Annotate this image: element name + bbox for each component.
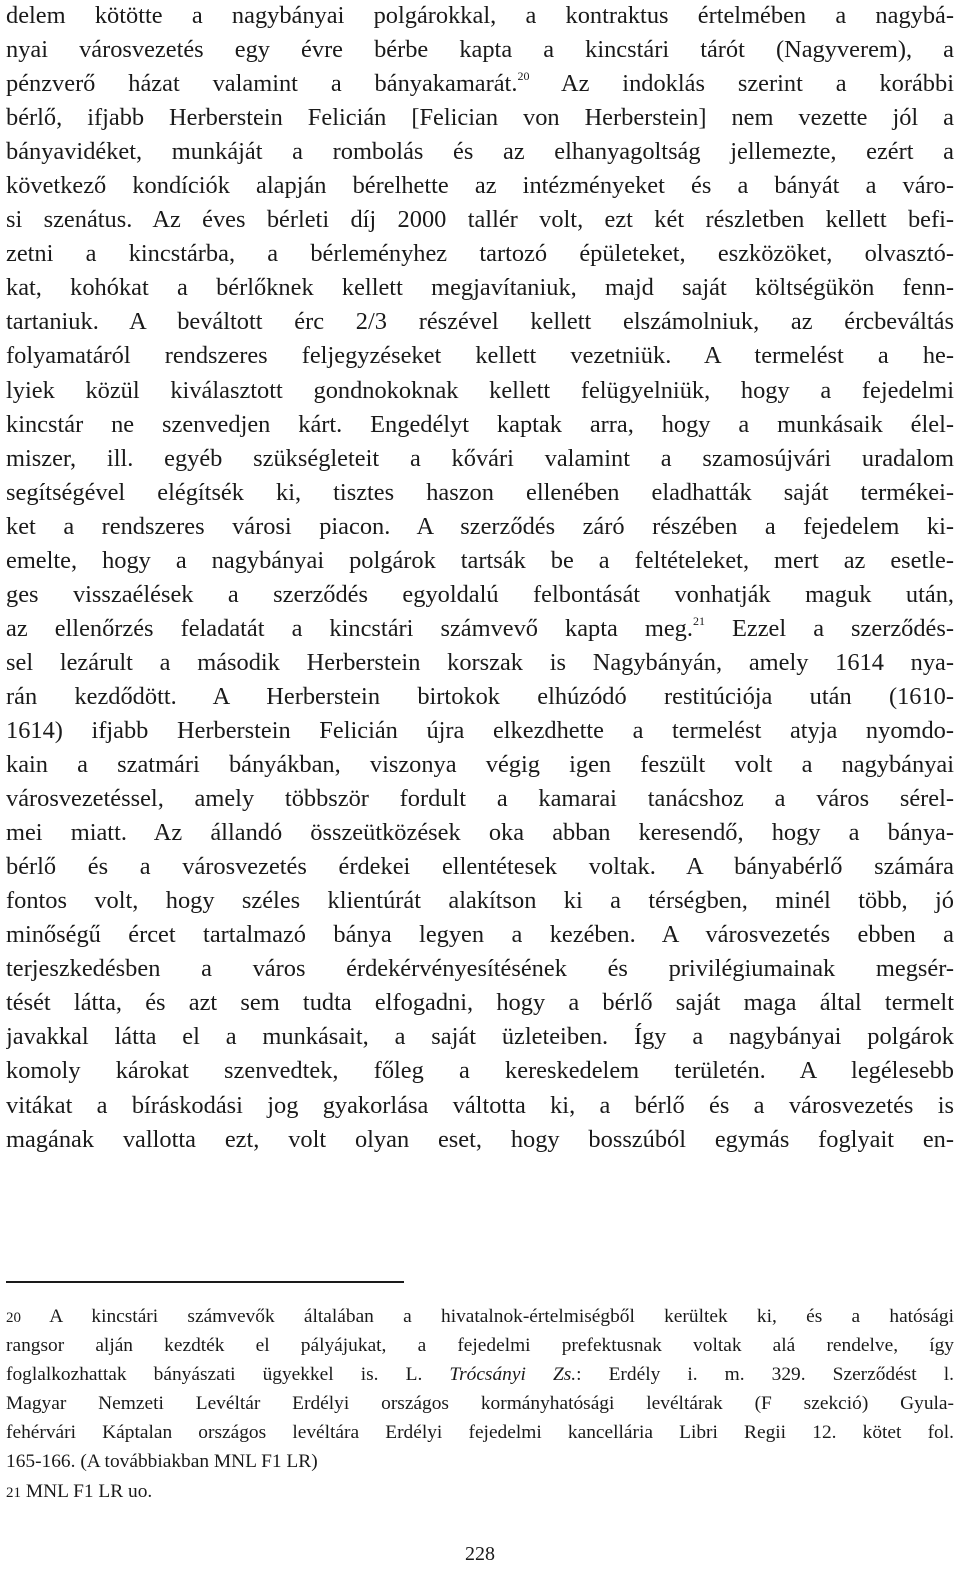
text-line: bérlő, ifjabb Herberstein Felicián [Felician von Herberstein] nem vezette jól a [6, 104, 954, 132]
text-line [6, 67, 954, 101]
text-line: kincstár ne szenvedjen kárt. Engedélyt kaptak arra, hogy a munkásaik élel- [6, 410, 954, 438]
text-line: rán kezdődött. A Herberstein birtokok elhúzódó restitúciója után (1610- [6, 682, 954, 710]
text-line: terjeszkedésben a város érdekérvényesítésének és privilégiumainak megsér- [6, 955, 954, 983]
text-line: városvezetéssel, amely többször fordult a kamarai tanácshoz a város sérel- [6, 785, 954, 813]
footnote-20-line [6, 1302, 954, 1331]
author-name: Trócsányi Zs. [449, 1364, 577, 1386]
text-line: folyamatáról rendszeres feljegyzéseket kellett vezetniük. A termelést a he- [6, 342, 954, 370]
text-line: komoly károkat szenvedtek, főleg a kereskedelem területén. A legélesebb [6, 1057, 954, 1085]
text-segment: : Erdély i. m. 329. Szerződést l. [576, 1364, 954, 1386]
text-line: zetni a kincstárba, a bérleményhez tartozó épületeket, eszközöket, olvasztó- [6, 240, 954, 268]
text-line: 1614) ifjabb Herberstein Felicián újra elkezdhette a termelést atyja nyomdo- [6, 716, 954, 744]
text-line: bérlő és a városvezetés érdekei ellentétesek voltak. A bányabérlő számára [6, 853, 954, 881]
text-line: lyiek közül kiválasztott gondnokoknak kellett felügyelniük, hogy a fejedelmi [6, 376, 954, 404]
text-line: emelte, hogy a nagybányai polgárok tartsák be a feltételeket, mert az esetle- [6, 546, 954, 574]
footnotes [6, 1302, 954, 1506]
text-line: minőségű ércet tartalmazó bánya legyen a kezében. A városvezetés ebben a [6, 921, 954, 949]
footnote-number-20: 20 [6, 1310, 21, 1326]
text-line: sel lezárult a második Herberstein korszak is Nagybányán, amely 1614 nya- [6, 648, 954, 676]
text-line [6, 612, 954, 646]
text-segment: az ellenőrzés feladatát a kincstári számvevő kapta meg. [6, 614, 693, 642]
footnote-20-line: 165-166. (A továbbiakban MNL F1 LR) [6, 1451, 318, 1473]
text-segment: Ezzel a szerződés- [704, 614, 954, 642]
text-line: si szenátus. Az éves bérleti díj 2000 tallér volt, ezt két részletben kellett befi- [6, 206, 954, 234]
text-line: bányavidéket, munkáját a rombolás és az elhanyagoltság jellemezte, ezért a [6, 138, 954, 166]
text-segment: A kincstári számvevők általában a hivatalnok-értelmiségből kerültek ki, és a hatósági [21, 1306, 954, 1327]
text-line: mei miatt. Az állandó összeütközések oka abban keresendő, hogy a bánya- [6, 819, 954, 847]
footnote-21-line [6, 1477, 954, 1506]
text-line: ket a rendszeres városi piacon. A szerződés záró részében a fejedelem ki- [6, 512, 954, 540]
text-line: miszer, ill. egyéb szükségleteit a kővári valamint a szamosújvári uradalom [6, 444, 954, 472]
footnote-20-line: fehérvári Káptalan országos levéltára Erdélyi fejedelmi kancellária Libri Regii 12. kötet fol. [6, 1422, 954, 1444]
text-line: nyai városvezetés egy évre bérbe kapta a kincstári tárót (Nagyverem), a [6, 36, 954, 64]
text-line: segítségével elégítsék ki, tisztes haszon ellenében eladhatták saját termékei- [6, 478, 954, 506]
text-line: ges visszaélések a szerződés egyoldalú felbontását vonhatják maguk után, [6, 580, 954, 608]
text-segment: pénzverő házat valamint a bányakamarát. [6, 70, 518, 98]
footnote-20-line: rangsor alján kezdték el pályájukat, a fejedelmi prefektusnak voltak alá rendelve, így [6, 1335, 954, 1357]
page-number: 228 [465, 1543, 495, 1565]
text-segment: Az indoklás szerint a korábbi [529, 70, 954, 98]
main-text [6, 0, 954, 1157]
text-line: következő kondíciók alapján bérelhette az intézményeket és a bányát a váro- [6, 172, 954, 200]
footnote-20-line [6, 1360, 954, 1389]
text-line: magának vallotta ezt, volt olyan eset, hogy bosszúból egymás foglyait en- [6, 1125, 954, 1153]
text-segment: foglalkozhattak bányászati ügyekkel is. L. [6, 1364, 450, 1386]
footnote-ref-21[interactable]: 21 [692, 613, 705, 628]
text-segment: MNL F1 LR uo. [21, 1480, 153, 1502]
text-line: javakkal látta el a munkásait, a saját üzleteiben. Így a nagybányai polgárok [6, 1023, 954, 1051]
text-line: tartaniuk. A beváltott érc 2/3 részével kellett elszámolniuk, az ércbeváltás [6, 308, 954, 336]
text-line: kain a szatmári bányákban, viszonya végig igen feszült volt a nagybányai [6, 751, 954, 779]
text-line: fontos volt, hogy széles klientúrát alakítson ki a térségben, minél több, jó [6, 887, 954, 915]
text-line: delem kötötte a nagybányai polgárokkal, a kontraktus értelmében a nagybá- [6, 2, 954, 29]
text-line: kat, kohókat a bérlőknek kellett megjavítaniuk, majd saját költségükön fenn- [6, 274, 954, 302]
footnote-number-21: 21 [6, 1484, 21, 1501]
text-line: vitákat a bíráskodási jog gyakorlása váltotta ki, a bérlő és a városvezetés is [6, 1091, 954, 1119]
footnote-ref-20[interactable]: 20 [517, 69, 530, 84]
footnote-20-line: Magyar Nemzeti Levéltár Erdélyi országos kormányhatósági levéltárak (F szekció) Gyula- [6, 1393, 954, 1415]
text-line: tését látta, és azt sem tudta elfogadni, hogy a bérlő saját maga által termelt [6, 989, 954, 1017]
footnote-separator [6, 1281, 404, 1283]
